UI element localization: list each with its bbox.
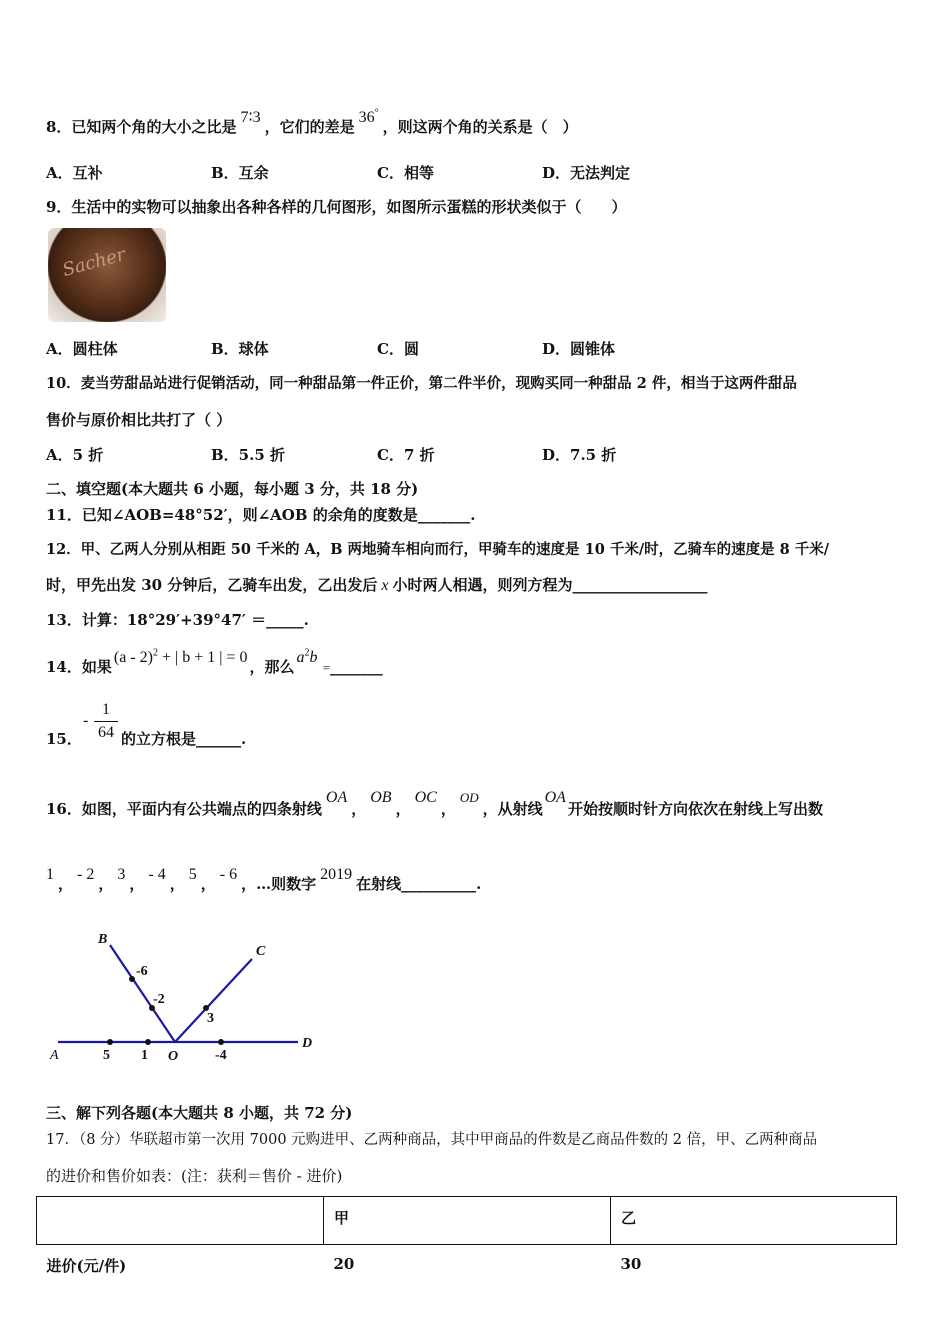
q8-stem	[46, 107, 578, 137]
price-table	[36, 1196, 897, 1286]
q8-ratio: 7∶3	[240, 109, 261, 126]
q15-text: 的立方根是______.	[121, 730, 247, 748]
q14-text-b: ，那么	[249, 658, 295, 676]
q15-frac-line	[94, 721, 118, 722]
q8-option-c[interactable]: C．相等	[377, 164, 434, 182]
ray-oc: OC	[414, 789, 437, 806]
q9-option-a[interactable]: A．圆柱体	[46, 340, 118, 358]
q13: 13．计算：18°29′+39°47′ ＝_____.	[46, 611, 309, 629]
q14-expr-sup: 2	[152, 647, 158, 659]
q15-frac-num: 1	[102, 701, 110, 718]
label-neg2: -2	[153, 992, 165, 1007]
q10-option-a[interactable]: A．5 折	[46, 446, 104, 464]
ray-od: OD	[459, 790, 479, 805]
q16-seq-sep-4: ，	[169, 875, 185, 893]
q12-line2b: 小时两人相遇，则列方程为__________________	[392, 576, 708, 594]
q9-option-c[interactable]: C．圆	[377, 340, 419, 358]
table-cell-yi-price: 30	[620, 1255, 642, 1273]
label-neg6: -6	[136, 964, 148, 979]
seq-4: - 4	[148, 866, 166, 883]
q14-text-a: 14．如果	[46, 658, 112, 676]
q8-option-a[interactable]: A．互补	[46, 164, 103, 182]
point-1	[145, 1039, 151, 1045]
q16-sep-2: ，	[395, 800, 411, 818]
ray-oa: OA	[325, 789, 348, 806]
seq-2: - 2	[77, 866, 95, 883]
label-5: 5	[103, 1048, 110, 1063]
q10-option-c[interactable]: C．7 折	[377, 446, 435, 464]
q10-option-b[interactable]: B．5.5 折	[211, 446, 285, 464]
q8-diff-deg: °	[374, 107, 379, 119]
q8-text-b: ，它们的差是	[264, 118, 355, 136]
point-5	[107, 1039, 113, 1045]
table-cell-label: 进价(元/件)	[46, 1257, 127, 1275]
rays-figure	[40, 925, 340, 1070]
q14-expr-b: + | b + 1 | = 0	[157, 649, 248, 666]
q16-text-e: 在射线__________.	[356, 875, 482, 893]
q14	[46, 647, 383, 677]
label-c: C	[256, 944, 266, 959]
q15-frac-den: 64	[98, 724, 114, 741]
q17-line2: 的进价和售价如表：(注：获利＝售价 - 进价)	[46, 1167, 343, 1185]
label-d: D	[302, 1036, 313, 1051]
table-header-jia: 甲	[324, 1197, 611, 1245]
q12-var-x: x	[381, 577, 389, 594]
q9-option-b[interactable]: B．球体	[211, 340, 269, 358]
q8-text-c: ，则这两个角的关系是（ ）	[382, 118, 578, 136]
ray-ob-line	[110, 945, 175, 1042]
point-neg6	[129, 976, 135, 982]
q17-line1: 17．（8 分）华联超市第一次用 7000 元购进甲、乙两种商品，其中甲商品的件数是乙商品件数的 2 倍，甲、乙两种商品	[46, 1132, 818, 1148]
q8-diff	[359, 109, 379, 126]
label-neg4: -4	[215, 1048, 227, 1063]
q10-line2: 售价与原价相比共打了（ ）	[46, 411, 232, 429]
label-3: 3	[207, 1011, 214, 1026]
q16-text-c: 开始按顺时针方向依次在射线上写出数	[567, 800, 823, 818]
q16-num: 2019	[320, 866, 353, 883]
q16-seq-sep-1: ，	[58, 875, 74, 893]
q16-text-a: 16．如图，平面内有公共端点的四条射线	[46, 800, 322, 818]
q16-line2	[46, 866, 482, 894]
q14-expr2-sup: 2	[304, 647, 310, 659]
q14-blank: _______	[330, 658, 383, 676]
q8-option-d[interactable]: D．无法判定	[542, 164, 631, 182]
q14-expr2-a: a	[296, 649, 305, 666]
label-b: B	[98, 932, 108, 947]
label-1: 1	[141, 1048, 148, 1063]
q15-sign: -	[83, 712, 89, 729]
q10-line1: 10．麦当劳甜品站进行促销活动，同一种甜品第一件正价，第二件半价，现购买同一种甜品 2 件，相当于这两件甜品	[46, 375, 797, 392]
q16-text-b: ，从射线	[482, 800, 543, 818]
q10-option-d[interactable]: D．7.5 折	[542, 446, 617, 464]
q14-expr2-b: b	[309, 649, 318, 666]
table-cell-jia-price: 20	[333, 1255, 355, 1273]
ray-oc-line	[175, 959, 252, 1042]
q14-expr	[114, 649, 248, 666]
q9-option-d[interactable]: D．圆锥体	[542, 340, 616, 358]
q15-number: 15．	[46, 730, 82, 748]
point-neg4	[218, 1039, 224, 1045]
ray-start: OA	[544, 789, 566, 806]
q16-sep-3: ，	[440, 800, 456, 818]
q11: 11．已知∠AOB=48°52′，则∠AOB 的余角的度数是_______.	[46, 506, 476, 524]
seq-3: 3	[117, 866, 126, 883]
q16-sep-1: ，	[351, 800, 367, 818]
q12-line2	[46, 574, 707, 595]
table-row	[37, 1245, 897, 1287]
q14-expr-a: (a - 2)	[113, 649, 153, 666]
q15-fraction	[94, 701, 118, 742]
q16-seq-sep-2: ，	[98, 875, 114, 893]
q8-diff-num: 36	[358, 109, 375, 126]
q14-eq: =	[319, 660, 331, 675]
seq-1: 1	[46, 866, 54, 883]
q16-line1	[46, 789, 823, 819]
q14-expr2	[296, 649, 317, 666]
seq-6: - 6	[219, 866, 238, 883]
q8-text-a: 8．已知两个角的大小之比是	[46, 118, 237, 136]
section2-heading: 二、填空题(本大题共 6 小题，每小题 3 分，共 18 分)	[46, 480, 419, 498]
q16-seq-sep-3: ，	[129, 875, 145, 893]
ray-ob: OB	[370, 789, 392, 806]
table-header-blank	[37, 1197, 324, 1245]
seq-5: 5	[188, 866, 197, 883]
q16-seq-sep-5: ，	[200, 875, 216, 893]
label-o: O	[168, 1049, 179, 1064]
cake-caption: Sacher	[60, 244, 128, 281]
table-header-yi: 乙	[611, 1197, 897, 1245]
label-a: A	[50, 1048, 59, 1063]
q9-stem: 9．生活中的实物可以抽象出各种各样的几何图形，如图所示蛋糕的形状类似于（ ）	[46, 198, 627, 216]
q12-line1: 12．甲、乙两人分别从相距 50 千米的 A，B 两地骑车相向而行，甲骑车的速度是 10 千米/时，乙骑车的速度是 8 千米/	[46, 541, 830, 558]
q8-option-b[interactable]: B．互余	[211, 164, 269, 182]
q12-line2a: 时，甲先出发 30 分钟后，乙骑车出发，乙出发后	[46, 576, 378, 594]
section3-heading: 三、解下列各题(本大题共 8 小题，共 72 分)	[46, 1104, 353, 1122]
q16-text-d: ，…则数字	[241, 875, 317, 893]
table-header-row	[37, 1197, 897, 1245]
